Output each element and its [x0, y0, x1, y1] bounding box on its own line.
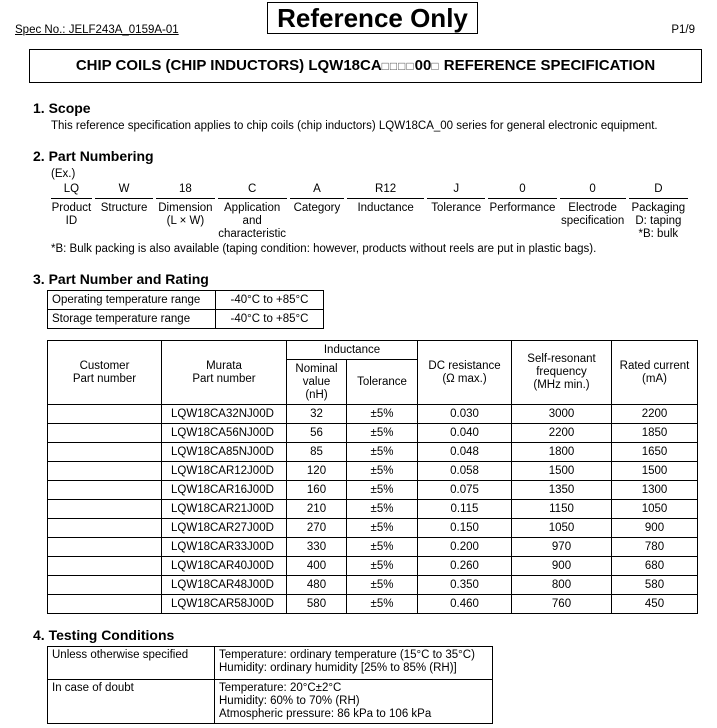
self-resonant-frequency: 3000: [512, 405, 612, 424]
table-row: [48, 462, 698, 481]
nominal-value: 480: [287, 576, 347, 595]
segment-label: Tolerance: [431, 202, 482, 214]
header-tolerance: Tolerance: [347, 360, 418, 405]
part-number-segment: [488, 183, 556, 241]
spec-number: Spec No.: JELF243A_0159A-01: [15, 24, 179, 36]
table-row: [48, 538, 698, 557]
table-row: [48, 595, 698, 614]
dc-resistance: 0.350: [418, 576, 512, 595]
part-number-segment: [629, 183, 688, 241]
dc-resistance: 0.075: [418, 481, 512, 500]
part-number-segment: [218, 183, 287, 241]
title-square: □: [431, 59, 440, 73]
header-nominal: Nominal value (nH): [287, 360, 347, 405]
customer-part-number: [48, 519, 162, 538]
self-resonant-frequency: 1500: [512, 462, 612, 481]
header-self-resonant: Self-resonant frequency (MHz min.): [512, 341, 612, 405]
segment-code: 18: [156, 183, 214, 199]
customer-part-number: [48, 500, 162, 519]
rating-heading: 3. Part Number and Rating: [33, 271, 209, 287]
tolerance: ±5%: [347, 443, 418, 462]
murata-part-number: LQW18CAR21J00D: [162, 500, 287, 519]
self-resonant-frequency: 2200: [512, 424, 612, 443]
part-number-segment: [156, 183, 214, 241]
rated-current: 580: [612, 576, 698, 595]
segment-label: Structure: [100, 202, 148, 214]
murata-part-number: LQW18CAR16J00D: [162, 481, 287, 500]
murata-part-number: LQW18CA85NJ00D: [162, 443, 287, 462]
segment-code: D: [629, 183, 688, 199]
dc-resistance: 0.150: [418, 519, 512, 538]
table-row: [48, 443, 698, 462]
nominal-value: 32: [287, 405, 347, 424]
testing-heading: 4. Testing Conditions: [33, 627, 175, 643]
customer-part-number: [48, 595, 162, 614]
self-resonant-frequency: 1350: [512, 481, 612, 500]
murata-part-number: LQW18CAR33J00D: [162, 538, 287, 557]
document-title: [29, 49, 702, 83]
tolerance: ±5%: [347, 481, 418, 500]
part-number-segment: [347, 183, 424, 241]
self-resonant-frequency: 970: [512, 538, 612, 557]
header-murata: Murata Part number: [162, 341, 287, 405]
dc-resistance: 0.030: [418, 405, 512, 424]
table-row: [48, 519, 698, 538]
self-resonant-frequency: 800: [512, 576, 612, 595]
self-resonant-frequency: 1800: [512, 443, 612, 462]
table-row: [48, 405, 698, 424]
rated-current: 1650: [612, 443, 698, 462]
temp-value: -40°C to +85°C: [216, 310, 324, 329]
customer-part-number: [48, 405, 162, 424]
tolerance: ±5%: [347, 462, 418, 481]
condition-label: Unless otherwise specified: [48, 647, 215, 680]
testing-conditions-table: [47, 646, 493, 724]
nominal-value: 210: [287, 500, 347, 519]
table-row: [48, 424, 698, 443]
nominal-value: 400: [287, 557, 347, 576]
customer-part-number: [48, 481, 162, 500]
table-row: [48, 647, 493, 680]
customer-part-number: [48, 424, 162, 443]
rated-current: 1300: [612, 481, 698, 500]
condition-values: Temperature: ordinary temperature (15°C to 35°C) Humidity: ordinary humidity [25% to 85% (RH)]: [215, 647, 493, 680]
tolerance: ±5%: [347, 576, 418, 595]
scope-text: This reference specification applies to chip coils (chip inductors) LQW18CA_00 series for general electronic equipment.: [51, 120, 658, 132]
segment-code: 0: [488, 183, 556, 199]
tolerance: ±5%: [347, 519, 418, 538]
title-prefix: CHIP COILS (CHIP INDUCTORS) LQW18CA: [75, 57, 382, 74]
segment-code: R12: [347, 183, 424, 199]
murata-part-number: LQW18CA56NJ00D: [162, 424, 287, 443]
dc-resistance: 0.115: [418, 500, 512, 519]
segment-label: Packaging D: taping *B: bulk: [631, 202, 686, 240]
segment-label: Application and characteristic: [218, 202, 287, 240]
self-resonant-frequency: 1150: [512, 500, 612, 519]
table-row: [48, 576, 698, 595]
segment-code: W: [95, 183, 153, 199]
murata-part-number: LQW18CAR12J00D: [162, 462, 287, 481]
table-row: [48, 680, 493, 724]
part-number-segment: [427, 183, 485, 241]
segment-code: C: [218, 183, 287, 199]
rated-current: 1500: [612, 462, 698, 481]
self-resonant-frequency: 760: [512, 595, 612, 614]
condition-values: Temperature: 20°C±2°C Humidity: 60% to 70% (RH) Atmospheric pressure: 86 kPa to 106 kPa: [215, 680, 493, 724]
customer-part-number: [48, 538, 162, 557]
dc-resistance: 0.058: [418, 462, 512, 481]
header-inductance: Inductance: [287, 341, 418, 360]
customer-part-number: [48, 576, 162, 595]
example-label: (Ex.): [51, 168, 76, 180]
part-number-segment: [95, 183, 153, 241]
segment-label: Product ID: [51, 202, 92, 227]
murata-part-number: LQW18CAR40J00D: [162, 557, 287, 576]
dc-resistance: 0.460: [418, 595, 512, 614]
rated-current: 900: [612, 519, 698, 538]
rated-current: 2200: [612, 405, 698, 424]
table-row: [48, 291, 324, 310]
tolerance: ±5%: [347, 424, 418, 443]
murata-part-number: LQW18CAR58J00D: [162, 595, 287, 614]
part-number-segment: [290, 183, 344, 241]
temp-value: -40°C to +85°C: [216, 291, 324, 310]
customer-part-number: [48, 443, 162, 462]
rated-current: 680: [612, 557, 698, 576]
table-row: [48, 500, 698, 519]
reference-only-stamp: Reference Only: [267, 2, 478, 34]
part-numbering-heading: 2. Part Numbering: [33, 148, 154, 164]
customer-part-number: [48, 462, 162, 481]
condition-label: In case of doubt: [48, 680, 215, 724]
title-squares: □□□□: [381, 59, 415, 73]
murata-part-number: LQW18CA32NJ00D: [162, 405, 287, 424]
segment-label: Electrode specification: [560, 202, 625, 227]
temp-label: Storage temperature range: [48, 310, 216, 329]
rated-current: 780: [612, 538, 698, 557]
temperature-table: [47, 290, 324, 329]
nominal-value: 330: [287, 538, 347, 557]
nominal-value: 580: [287, 595, 347, 614]
nominal-value: 120: [287, 462, 347, 481]
customer-part-number: [48, 557, 162, 576]
title-suffix: REFERENCE SPECIFICATION: [439, 57, 656, 74]
segment-label: Category: [293, 202, 341, 214]
rated-current: 1050: [612, 500, 698, 519]
table-row: [48, 481, 698, 500]
table-row: [48, 310, 324, 329]
tolerance: ±5%: [347, 595, 418, 614]
dc-resistance: 0.048: [418, 443, 512, 462]
part-number-breakdown: [51, 183, 688, 241]
header-dc-resistance: DC resistance (Ω max.): [418, 341, 512, 405]
murata-part-number: LQW18CAR48J00D: [162, 576, 287, 595]
tolerance: ±5%: [347, 405, 418, 424]
header-rated-current: Rated current (mA): [612, 341, 698, 405]
dc-resistance: 0.200: [418, 538, 512, 557]
nominal-value: 56: [287, 424, 347, 443]
rated-current: 1850: [612, 424, 698, 443]
nominal-value: 160: [287, 481, 347, 500]
rating-table: [47, 340, 698, 614]
segment-label: Dimension (L × W): [158, 202, 213, 227]
part-number-segment: [560, 183, 626, 241]
page-number: P1/9: [671, 24, 695, 36]
title-mid: 00: [414, 57, 432, 74]
tolerance: ±5%: [347, 500, 418, 519]
header-customer: Customer Part number: [48, 341, 162, 405]
table-row: [48, 557, 698, 576]
tolerance: ±5%: [347, 557, 418, 576]
segment-label: Performance: [489, 202, 556, 214]
segment-code: J: [427, 183, 485, 199]
segment-label: Inductance: [357, 202, 414, 214]
self-resonant-frequency: 1050: [512, 519, 612, 538]
segment-code: A: [290, 183, 344, 199]
dc-resistance: 0.260: [418, 557, 512, 576]
dc-resistance: 0.040: [418, 424, 512, 443]
murata-part-number: LQW18CAR27J00D: [162, 519, 287, 538]
segment-code: 0: [560, 183, 626, 199]
nominal-value: 270: [287, 519, 347, 538]
rated-current: 450: [612, 595, 698, 614]
tolerance: ±5%: [347, 538, 418, 557]
part-number-segment: [51, 183, 92, 241]
temp-label: Operating temperature range: [48, 291, 216, 310]
segment-code: LQ: [51, 183, 92, 199]
scope-heading: 1. Scope: [33, 100, 91, 116]
self-resonant-frequency: 900: [512, 557, 612, 576]
nominal-value: 85: [287, 443, 347, 462]
bulk-note: *B: Bulk packing is also available (taping condition: however, products without reels are put in plastic bags).: [51, 243, 597, 255]
